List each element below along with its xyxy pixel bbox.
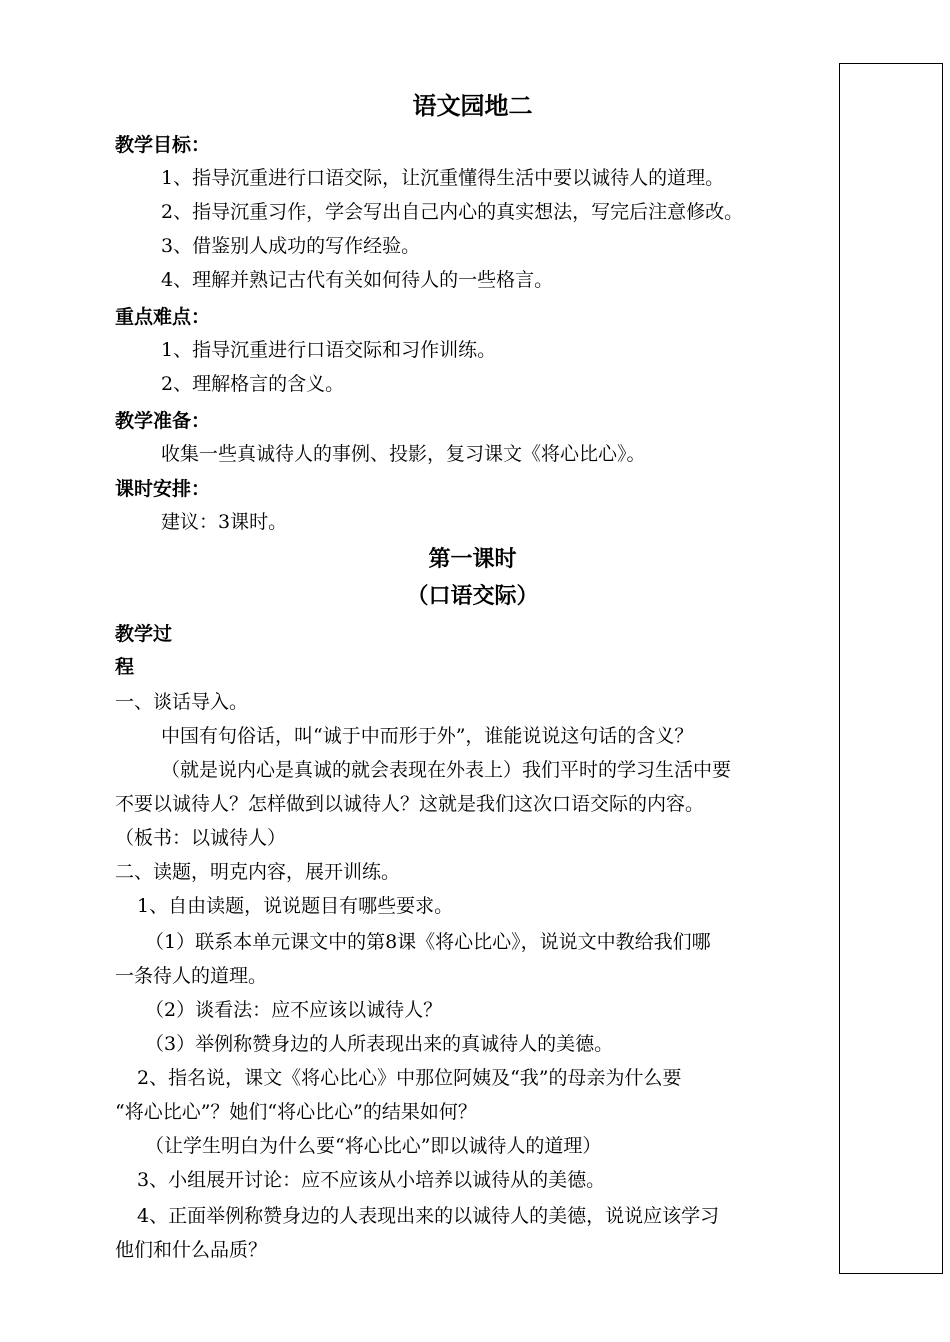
objective-item: 4、理解并熟记古代有关如何待人的一些格言。 xyxy=(161,269,554,291)
page-title: 语文园地二 xyxy=(412,91,533,120)
process-heading-cont: 程 xyxy=(115,656,135,678)
process-line: （3）举例称赞身边的人所表现出来的真诚待人的美德。 xyxy=(145,1033,614,1055)
objective-item: 3、借鉴别人成功的写作经验。 xyxy=(161,235,421,257)
key-point-item: 2、理解格言的含义。 xyxy=(161,373,345,395)
process-line: （就是说内心是真诚的就会表现在外表上）我们平时的学习生活中要 xyxy=(161,759,732,781)
key-points-heading: 重点难点： xyxy=(115,306,211,328)
process-line: 1、自由读题，说说题目有哪些要求。 xyxy=(137,895,454,917)
objectives-heading: 教学目标： xyxy=(115,134,211,156)
process-line: 4、正面举例称赞身边的人表现出来的以诚待人的美德，说说应该学习 xyxy=(137,1205,720,1227)
schedule-text: 建议：3课时。 xyxy=(161,511,288,533)
process-heading: 教学过 xyxy=(115,623,173,645)
lesson-subtitle: （口语交际） xyxy=(406,583,539,609)
process-line: 一条待人的道理。 xyxy=(115,965,268,987)
process-line: 3、小组展开讨论：应不应该从小培养以诚待从的美德。 xyxy=(137,1169,606,1191)
process-line: 他们和什么品质？ xyxy=(115,1239,268,1261)
schedule-heading: 课时安排： xyxy=(115,478,211,500)
key-point-item: 1、指导沉重进行口语交际和习作训练。 xyxy=(161,339,497,361)
margin-box xyxy=(839,63,943,1274)
process-line: 二、读题，明克内容，展开训练。 xyxy=(115,861,401,883)
process-line: 中国有句俗话，叫“诚于中而形于外”，谁能说说这句话的含义？ xyxy=(161,725,694,747)
objective-item: 1、指导沉重进行口语交际，让沉重懂得生活中要以诚待人的道理。 xyxy=(161,167,725,189)
process-line: （让学生明白为什么要“将心比心”即以诚待人的道理） xyxy=(145,1135,602,1157)
process-line: 一、谈话导入。 xyxy=(115,691,249,713)
process-line: 不要以诚待人？怎样做到以诚待人？这就是我们这次口语交际的内容。 xyxy=(115,793,705,815)
lesson-title: 第一课时 xyxy=(428,546,517,572)
process-line: （1）联系本单元课文中的第8课《将心比心》，说说文中教给我们哪 xyxy=(145,931,711,953)
preparation-text: 收集一些真诚待人的事例、投影，复习课文《将心比心》。 xyxy=(161,443,646,465)
objective-item: 2、指导沉重习作，学会写出自己内心的真实想法，写完后注意修改。 xyxy=(161,201,744,223)
process-line: 2、指名说，课文《将心比心》中那位阿姨及“我”的母亲为什么要 xyxy=(137,1067,682,1089)
preparation-heading: 教学准备： xyxy=(115,410,211,432)
process-line: （2）谈看法：应不应该以诚待人？ xyxy=(145,999,443,1021)
process-line: （板书：以诚待人） xyxy=(115,827,287,849)
process-line: “将心比心”？她们“将心比心”的结果如何？ xyxy=(115,1101,477,1123)
